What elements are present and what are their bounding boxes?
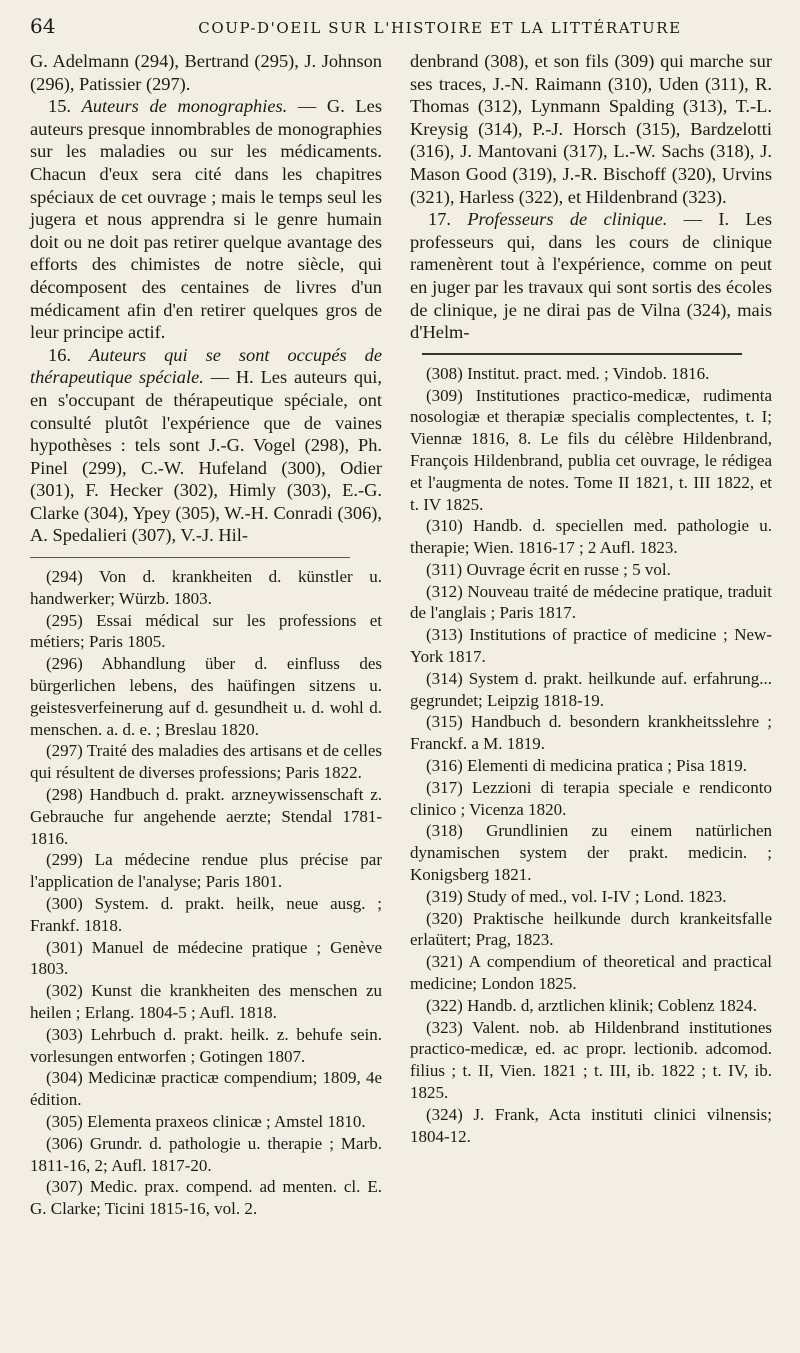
footnote: (307) Medic. prax. compend. ad menten. cl. E. G. Clarke; Ticini 1815-16, vol. 2. bbox=[30, 1177, 382, 1219]
section-heading: Auteurs qui se sont occupés de thérapeutique spéciale. bbox=[30, 344, 382, 388]
footnote: (305) Elementa praxeos clinicæ ; Amstel 1810. bbox=[46, 1111, 366, 1131]
left-column bbox=[30, 50, 382, 1220]
section-text: — I. Les professeurs qui, dans les cours de clinique ramenèrent tout à l'expérience, comme on peut en juger par les travaux qui sont sortis des écoles de clinique, je ne dirai pas de Vilna (324), mais d'Helm- bbox=[410, 209, 772, 343]
footnote: (299) La médecine rendue plus précise par l'application de l'analyse; Paris 1801. bbox=[30, 850, 382, 892]
footnote: (318) Grundlinien zu einem natürlichen dynamischen system der prakt. medicin. ; Konigsberg 1821. bbox=[410, 821, 772, 885]
footnote: (300) System. d. prakt. heilk, neue ausg. ; Frankf. 1818. bbox=[30, 894, 382, 935]
section-15 bbox=[30, 95, 382, 344]
page-header bbox=[30, 14, 770, 42]
footnote: (308) Institut. pract. med. ; Vindob. 1816. bbox=[426, 363, 710, 383]
right-footnotes bbox=[410, 363, 772, 1148]
section-number: 17. bbox=[428, 209, 451, 230]
section-number: 15. bbox=[48, 96, 71, 117]
section-text: — H. Les auteurs qui, en s'occupant de thérapeutique spéciale, ont consulté plutôt l'expérience que de vaines hypothèses : tels sont J.-G. Vogel (298), Ph. Pinel (299), C.-W. Hufeland (300), Odier (301), F. Hecker (302), Himly (303), E.-G. Clarke (304), Ypey (305), W.-H. Conradi (306), A. Spedalieri (307), V.-J. Hil- bbox=[30, 367, 382, 546]
footnote: (309) Institutiones practico-medicæ, rudimenta nosologiæ et therapiæ specialis complectentes, t. I; Viennæ 1816, 8. Le fils du célèbre Hildenbrand, François Hildenbrand, publia cet ouvrage, le rédigea et l'augmenta de notes. Tome II 1821, t. III 1822, et t. IV 1825. bbox=[410, 385, 772, 514]
footnote-divider bbox=[30, 557, 350, 558]
footnote: (301) Manuel de médecine pratique ; Genève 1803. bbox=[30, 937, 382, 979]
footnote: (296) Abhandlung über d. einfluss des bürgerlichen lebens, des haüfingen sitzens u. geistesverfeinerung auf d. gesundheit u. d. wohl d. menschen. a. d. e. ; Breslau 1820. bbox=[30, 654, 382, 739]
footnote: (311) Ouvrage écrit en russe ; 5 vol. bbox=[426, 559, 671, 579]
footnote: (313) Institutions of practice of medicine ; New-York 1817. bbox=[410, 625, 772, 667]
section-17 bbox=[410, 208, 772, 344]
footnote: (306) Grundr. d. pathologie u. therapie ; Marb. 1811-16, 2; Aufl. 1817-20. bbox=[30, 1133, 382, 1175]
left-footnotes bbox=[30, 566, 382, 1220]
footnote: (323) Valent. nob. ab Hildenbrand institutiones practico-medicæ, ed. ac propr. lectionib. adcomod. filius ; t. II, Vien. 1821 ; t. III, ib. 1822 ; t. IV, ib. 1825. bbox=[410, 1017, 772, 1103]
running-title: COUP-D'OEIL SUR L'HISTOIRE ET LA LITTÉRATURE bbox=[198, 19, 682, 37]
right-column bbox=[410, 50, 772, 1147]
body-paragraph: denbrand (308), et son fils (309) qui marche sur ses traces, J.-N. Raimann (310), Uden (311), R. Thomas (312), Lynmann Spalding (313), T.-L. Kreysig (314), P.-J. Horsch (315), Bardzelotti (316), J. Mantovani (317), L.-W. Sachs (318), J. Mason Good (319), J.-R. Bischoff (320), Urvins (321), Harless (322), et Hildenbrand (323). bbox=[410, 51, 772, 207]
footnote: (317) Lezzioni di terapia speciale e rendiconto clinico ; Vicenza 1820. bbox=[410, 777, 772, 819]
footnote: (319) Study of med., vol. I-IV ; Lond. 1823. bbox=[426, 886, 727, 906]
footnote: (312) Nouveau traité de médecine pratique, traduit de l'anglais ; Paris 1817. bbox=[410, 581, 772, 623]
section-heading: Professeurs de clinique. bbox=[467, 209, 668, 230]
section-number: 16. bbox=[48, 344, 71, 365]
footnote: (322) Handb. d, arztlichen klinik; Coblenz 1824. bbox=[426, 995, 757, 1015]
section-heading: Auteurs de monographies. bbox=[81, 96, 288, 117]
left-body bbox=[30, 50, 382, 547]
footnote: (310) Handb. d. speciellen med. pathologie u. therapie; Wien. 1816-17 ; 2 Aufl. 1823. bbox=[410, 516, 772, 558]
section-text: — G. Les auteurs presque innombrables de monographies sur les maladies ou sur les médicaments. Chacun d'eux sera cité dans les chapitres spéciaux de cet ouvrage ; mais le temps seul les jugera et nous apprendra si le genre humain doit ou ne doit pas retirer quelque avantage des efforts des chimistes de notre siècle, qui décomposent des centaines de livres d'un médicament afin d'en retirer quelques gros de leur principe actif. bbox=[30, 96, 382, 343]
footnote: (294) Von d. krankheiten d. künstler u. handwerker; Würzb. 1803. bbox=[30, 567, 382, 608]
right-body bbox=[410, 50, 772, 344]
footnote: (303) Lehrbuch d. prakt. heilk. z. behufe sein. vorlesungen entworfen ; Gotingen 1807. bbox=[30, 1024, 382, 1066]
footnote: (316) Elementi di medicina pratica ; Pisa 1819. bbox=[426, 756, 748, 776]
body-paragraph: G. Adelmann (294), Bertrand (295), J. Johnson (296), Patissier (297). bbox=[30, 51, 382, 94]
footnote: (295) Essai médical sur les professions et métiers; Paris 1805. bbox=[30, 610, 382, 652]
footnote: (297) Traité des maladies des artisans et de celles qui résultent de diverses professions; Paris 1822. bbox=[30, 741, 382, 783]
footnote: (304) Medicinæ practicæ compendium; 1809, 4e édition. bbox=[30, 1068, 382, 1110]
footnote: (302) Kunst die krankheiten des menschen zu heilen ; Erlang. 1804-5 ; Aufl. 1818. bbox=[30, 981, 382, 1022]
footnote-divider bbox=[422, 353, 742, 355]
page-number: 64 bbox=[30, 14, 56, 38]
footnote: (315) Handbuch d. besondern krankheitsslehre ; Franckf. a M. 1819. bbox=[410, 712, 772, 754]
footnote: (324) J. Frank, Acta instituti clinici vilnensis; 1804-12. bbox=[410, 1104, 772, 1146]
footnote: (298) Handbuch d. prakt. arzneywissenschaft z. Gebrauche fur angehende aerzte; Stendal 1781-1816. bbox=[30, 785, 382, 848]
footnote: (321) A compendium of theoretical and practical medicine; London 1825. bbox=[410, 952, 772, 994]
section-16 bbox=[30, 344, 382, 547]
footnote: (314) System d. prakt. heilkunde auf. erfahrung... gegrundet; Leipzig 1818-19. bbox=[410, 668, 772, 710]
footnote: (320) Praktische heilkunde durch krankeitsfalle erlaütert; Prag, 1823. bbox=[410, 908, 772, 950]
